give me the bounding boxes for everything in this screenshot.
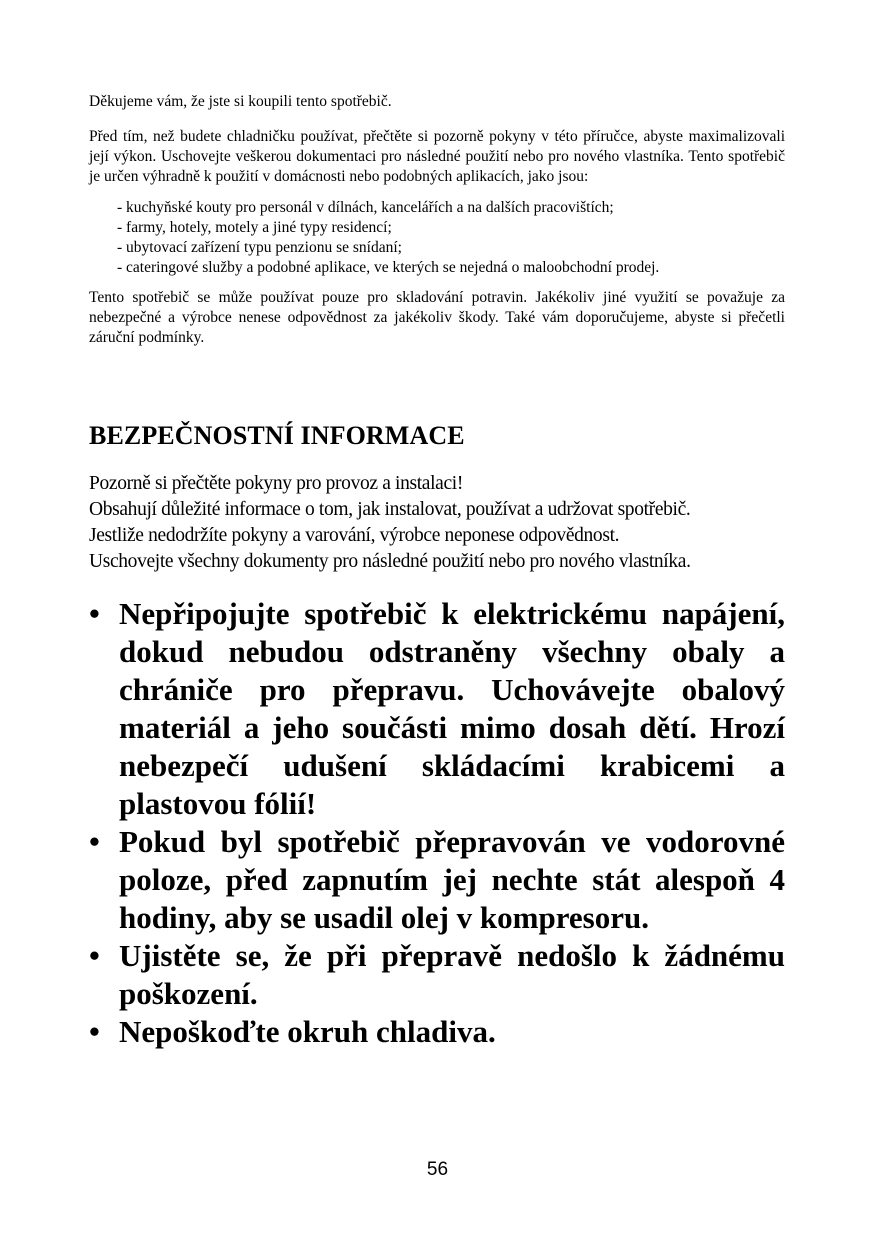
bullet-icon: • <box>89 938 100 973</box>
safety-intro-line: Jestliže nedodržíte pokyny a varování, výrobce neponese odpovědnost. <box>89 525 620 546</box>
uses-list-item: - farmy, hotely, motely a jiné typy residencí; <box>117 219 392 236</box>
safety-bullet-text: Ujistěte se, že při přepravě nedošlo k žádnému poškození. <box>119 938 785 1011</box>
safety-bullet-text: Nepoškoďte okruh chladiva. <box>119 1014 496 1049</box>
section-heading: BEZPEČNOSTNÍ INFORMACE <box>89 421 465 450</box>
safety-intro-line: Obsahují důležité informace o tom, jak instalovat, používat a udržovat spotřebič. <box>89 499 691 520</box>
usage-warning-paragraph: Tento spotřebič se může používat pouze pro skladování potravin. Jakékoliv jiné využití se považuje za nebezpečné a výrobce nenese odpovědnost za jakékoliv škody. Také vám doporučujeme, abyste si přečetli záruční podmínky. <box>89 289 785 346</box>
intro-paragraph: Před tím, než budete chladničku používat, přečtěte si pozorně pokyny v této příručce, abyste maximalizovali její výkon. Uschovejte veškerou dokumentaci pro následné použití nebo pro nového vlastníka. Tento spotřebič je určen výhradně k použití v domácnosti nebo podobných aplikacích, jako jsou: <box>89 128 785 185</box>
safety-intro <box>89 471 785 575</box>
bullet-icon: • <box>89 596 100 631</box>
uses-list-item: - cateringové služby a podobné aplikace, ve kterých se nejedná o maloobchodní prodej. <box>117 259 660 276</box>
safety-intro-line: Pozorně si přečtěte pokyny pro provoz a instalaci! <box>89 473 463 494</box>
safety-bullet-text: Pokud byl spotřebič přepravován ve vodorovné poloze, před zapnutím jej nechte stát alespoň 4 hodiny, aby se usadil olej v kompresoru. <box>119 824 785 935</box>
safety-bullet-item <box>89 937 785 1013</box>
bullet-icon: • <box>89 824 100 859</box>
safety-bullet-list <box>89 595 785 1051</box>
safety-intro-line: Uschovejte všechny dokumenty pro následné použití nebo pro nového vlastníka. <box>89 551 691 572</box>
safety-bullet-text: Nepřipojujte spotřebič k elektrickému napájení, dokud nebudou odstraněny všechny obaly a chrániče pro přepravu. Uchovávejte obalový materiál a jeho součásti mimo dosah dětí. Hrozí nebezpečí udušení skládacími krabicemi a plastovou fólií! <box>119 596 785 821</box>
safety-bullet-item <box>89 823 785 937</box>
uses-list-item: - kuchyňské kouty pro personál v dílnách, kancelářích a na dalších pracovištích; <box>117 199 614 216</box>
uses-list <box>117 198 785 278</box>
uses-list-item: - ubytovací zařízení typu penzionu se snídaní; <box>117 239 402 256</box>
safety-bullet-item <box>89 595 785 823</box>
thanks-text: Děkujeme vám, že jste si koupili tento spotřebič. <box>89 93 392 110</box>
safety-bullet-item <box>89 1013 785 1051</box>
page-number: 56 <box>426 1159 449 1180</box>
page-content <box>89 92 785 1051</box>
bullet-icon: • <box>89 1014 100 1049</box>
